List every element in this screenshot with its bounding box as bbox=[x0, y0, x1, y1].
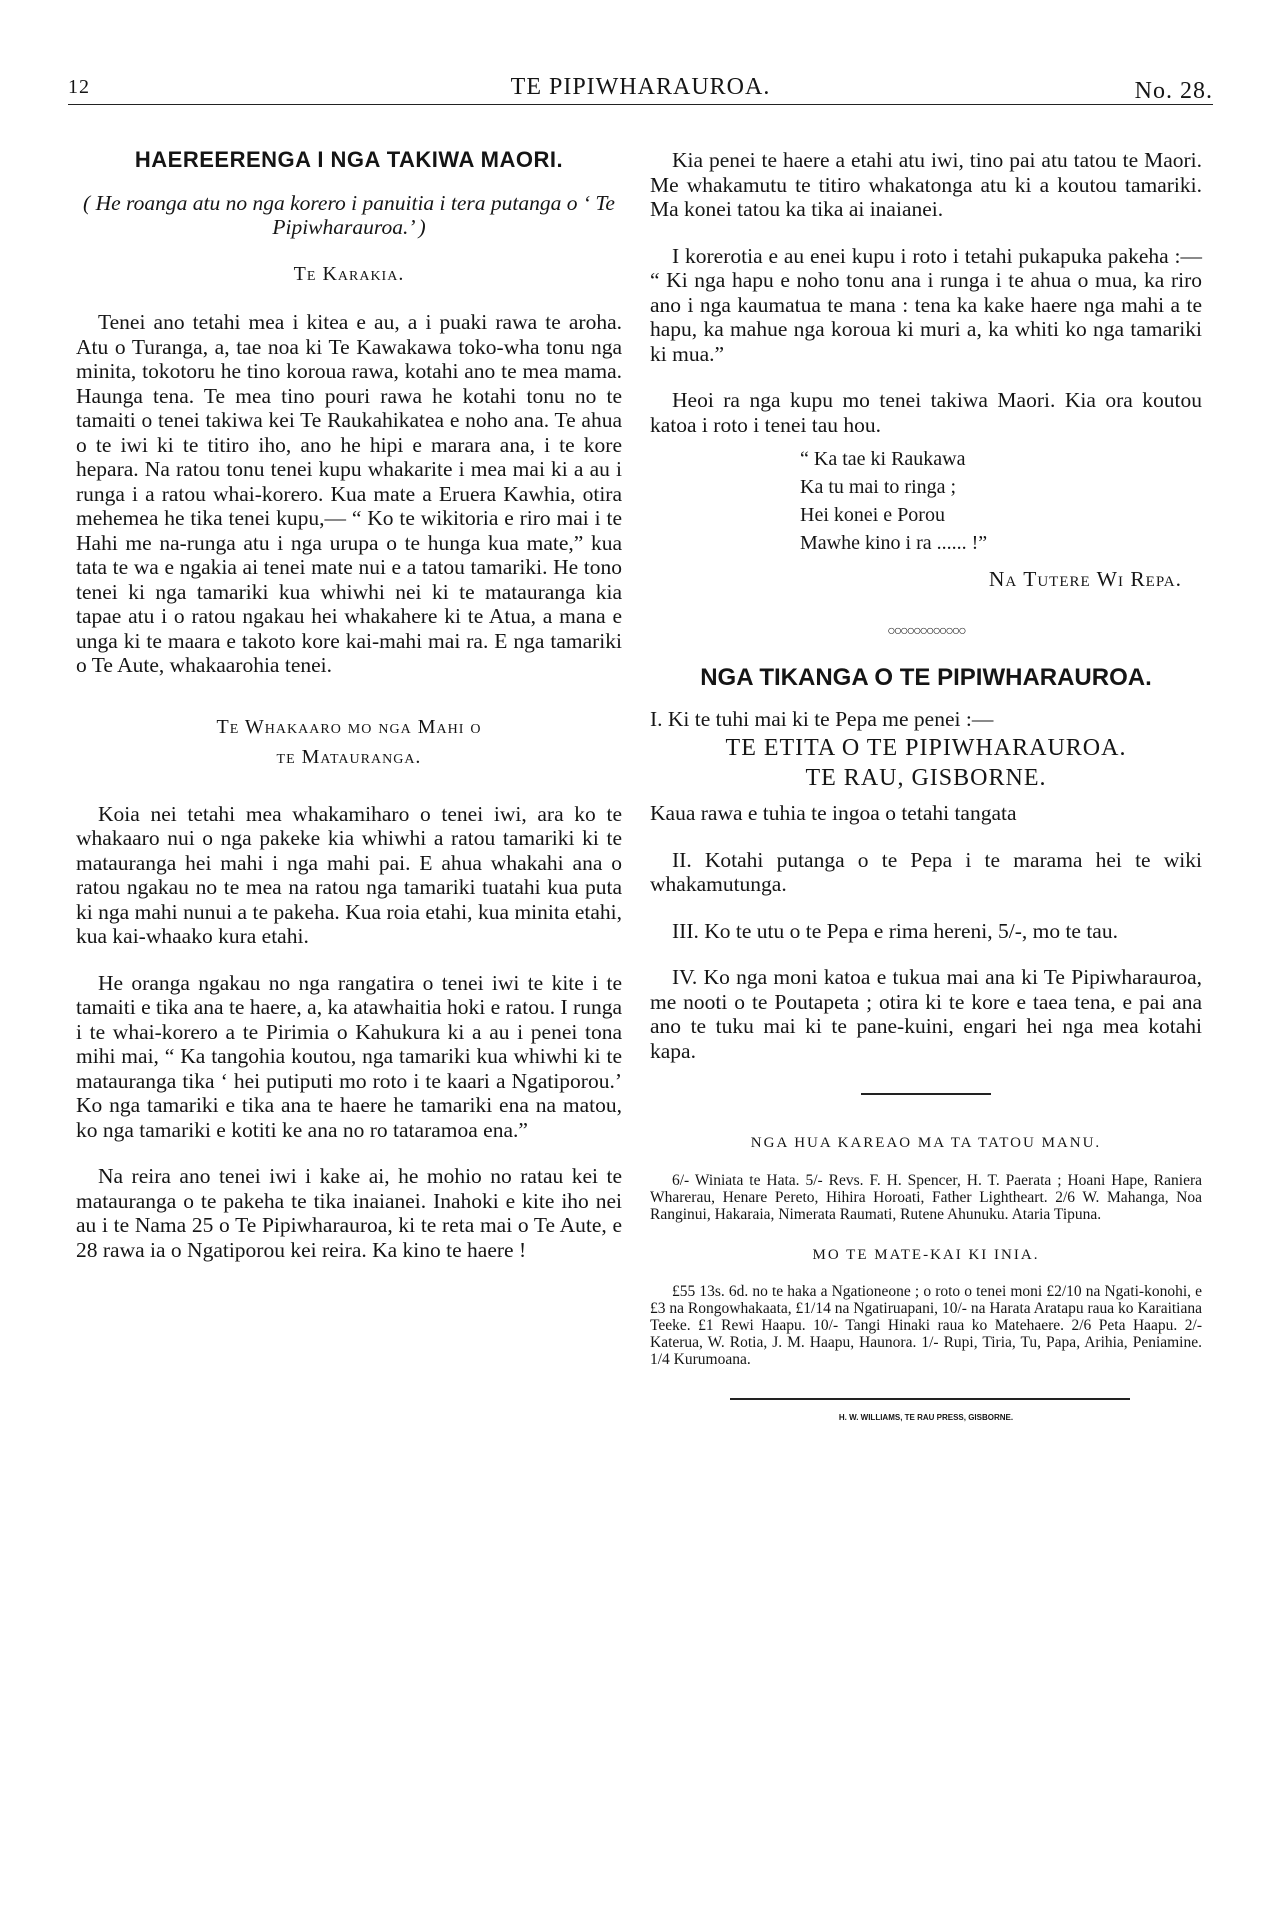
article-title: HAEREERENGA I NGA TAKIWA MAORI. bbox=[134, 147, 564, 172]
article-subtitle: ( He roanga atu no nga korero i panuitia i tera putanga o ‘ Te Pipiwharauroa.’ ) bbox=[83, 190, 615, 239]
section-heading-line: te Matauranga. bbox=[276, 745, 422, 768]
paragraph: He oranga ngakau no nga rangatira o tenei iwi te kite i te tamaiti e tika ana te haere, a, ka atawhaitia hoki e ratou. I runga i te whai-korero a te Pirimia o Kahukura ki a au i penei tona mihi mai, “ Ka tangohia koutou, nga tamariki kua whiwhi ki te matauranga tika ‘ hei putiputi mo roto i te kaari a Ngatiporou.’ Ko nga tamariki e tika ana te haere he tamariki ena na matou, ko nga tamariki e kotiti ke ana no ro tataramoa ena.” bbox=[76, 970, 622, 1142]
section-heading-line: Te Whakaaro mo nga Mahi o bbox=[216, 715, 482, 738]
verse-line: Hei konei e Porou bbox=[800, 504, 945, 526]
verse-line: “ Ka tae ki Raukawa bbox=[800, 448, 966, 470]
divider bbox=[861, 1093, 991, 1095]
address bbox=[650, 733, 1202, 793]
paragraph: Na reira ano tenei iwi i kake ai, he mohio no ratau kei te matauranga o te pakeha te tika inaianei. Inahoki e kite iho nei au i te Nama 25 o Te Pipiwharauroa, ki te reta mai o Te Aute, e 28 rawa ia o Ngatiporou kei reira. Ka kino te haere ! bbox=[76, 1164, 622, 1262]
issue-number: No. 28. bbox=[1134, 78, 1213, 104]
subscriptions-list: 6/- Winiata te Hata. 5/- Revs. F. H. Spencer, H. T. Paerata ; Hoani Hape, Raniera Wharerau, Henare Pereto, Hihira Horoati, Father Lightheart. 2/6 W. Mahanga, Noa Ranginui, Hakaraia, Nimerata Raumati, Rutene Ahunuku. Ataria Tipuna. bbox=[650, 1171, 1202, 1223]
paragraph: Koia nei tetahi mea whakamiharo o tenei iwi, ara ko te whakaaro nui o nga pakeke kia whiwhi a ratou tamariki ki te matauranga hei mahi i nga mahi pai. E ahua whakahi ana o ratou ngakau no te mea na ratou nga tamariki tuatahi kua puta ki nga mahi nunui a te pakeha. Kua roia etahi, kua minita etahi, kua kai-whaako kura etahi. bbox=[76, 801, 622, 948]
paragraph: I korerotia e au enei kupu i roto i tetahi pukapuka pakeha :— “ Ki nga hapu e noho tonu ana i runga i te ahua o mua, ka riro ano i nga kaumatua te mana : tena ka kake haere nga mahi a te hapu, ka mahue nga koroua ki muri a, ka whiti ko nga tamariki ki mua.” bbox=[650, 243, 1202, 366]
left-column bbox=[76, 148, 622, 1262]
section-heading bbox=[76, 712, 622, 772]
paragraph: Heoi ra nga kupu mo tenei takiwa Maori. Kia ora koutou katoa i roto i tenei tau hou. bbox=[650, 388, 1202, 437]
rule-item: III. Ko te utu o te Pepa e rima hereni, 5/-, mo te tau. bbox=[672, 918, 1118, 943]
rule-item: I. Ki te tuhi mai ki te Pepa me penei :— bbox=[650, 706, 994, 731]
signature: Na Tutere Wi Repa. bbox=[988, 567, 1182, 591]
page-header bbox=[68, 72, 1213, 105]
famine-list: £55 13s. 6d. no te haka a Ngationeone ; o roto o tenei moni £2/10 na Ngati-konohi, e £3 na Rongowhakaata, £1/14 na Ngatiruapani, 10/- na Harata Aratapu raua ko Karaitiana Teeke. £1 Rewi Haapu. 10/- Tangi Hinaki raua ko Matehaere. 2/6 Peta Haapu. 2/- Katerua, W. Rotia, J. M. Haapu, Haunora. 1/- Rupi, Tiria, Tu, Papa, Arihia, Peniamine. 1/4 Kurumoana. bbox=[650, 1283, 1202, 1368]
right-column bbox=[650, 148, 1202, 1431]
footer-rule bbox=[730, 1398, 1130, 1400]
famine-title: MO TE MATE-KAI KI INIA. bbox=[812, 1246, 1040, 1263]
address-line: TE ETITA O TE PIPIWHARAUROA. bbox=[725, 735, 1127, 761]
rule-item: II. Kotahi putanga o te Pepa i te marama hei te wiki whakamutunga. bbox=[650, 847, 1202, 896]
note: Kaua rawa e tuhia te ingoa o tetahi tangata bbox=[650, 801, 1017, 825]
verse bbox=[800, 445, 1202, 557]
rule-item: IV. Ko nga moni katoa e tukua mai ana ki Te Pipiwharauroa, me nooti o te Poutapeta ; otira ki te kore e taea tena, e pai ana ano te tuku mai ki te pane-kuini, engari hei nga mea kotahi kapa. bbox=[650, 965, 1202, 1063]
paragraph: Kia penei te haere a etahi atu iwi, tino pai atu tatou te Maori. Me whakamutu te titiro whakatonga atu ki a koutou tamariki. Ma konei tatou ka tika ai inaianei. bbox=[650, 148, 1202, 221]
page-number: 12 bbox=[68, 76, 90, 98]
subscriptions-title: NGA HUA KAREAO MA TA TATOU MANU. bbox=[750, 1135, 1102, 1151]
section-heading: Te Karakia. bbox=[293, 262, 405, 285]
printer-imprint: H. W. WILLIAMS, TE RAU PRESS, GISBORNE. bbox=[838, 1413, 1014, 1422]
verse-line: Mawhe kino i ra ...... !” bbox=[800, 532, 988, 554]
section-title: NGA TIKANGA O TE PIPIWHARAUROA. bbox=[700, 664, 1152, 691]
address-line: TE RAU, GISBORNE. bbox=[805, 765, 1047, 791]
verse-line: Ka tu mai to ringa ; bbox=[800, 476, 957, 498]
paragraph: Tenei ano tetahi mea i kitea e au, a i puaki rawa te aroha. Atu o Turanga, a, tae noa ki Te Kawakawa toko-wha tonu nga minita, tokotoru he tino koroua rawa, kotahi ano te mea mama. Haunga tena. Te mea tino pouri rawa he kotahi tonu no te tamaiti o tenei takiwa kei Te Raukahikatea e noho ana. Te ahua o te iwi ki te titiro iho, ano he hipi e marara ana, i te kore hepara. Na ratou tonu tenei kupu whakarite i mea mai ki a au i runga i a ratou whai-korero. Kua mate a Eruera Kawhia, otira mehemea he tika tenei kupu,— “ Ko te wikitoria e riro mai i te Hahi me na-runga atu i nga urupa o te hunga kua mate,” kua tata te wa e ngakia ai tenei mate nui e a tatou tamariki. He tono tenei ki nga tamariki kua whiwhi nei ki te matauranga kia tapae atu i o ratou ngakau hei whakahere ki te Atua, a mana e unga ki te maara e takoto kore kai-mahi mai ra. E nga tamariki o Te Aute, whakaarohia tenei. bbox=[76, 310, 622, 677]
publication-title: TE PIPIWHARAUROA. bbox=[510, 74, 771, 100]
ornament-divider: ○○○○○○○○○○○○ bbox=[887, 623, 965, 639]
